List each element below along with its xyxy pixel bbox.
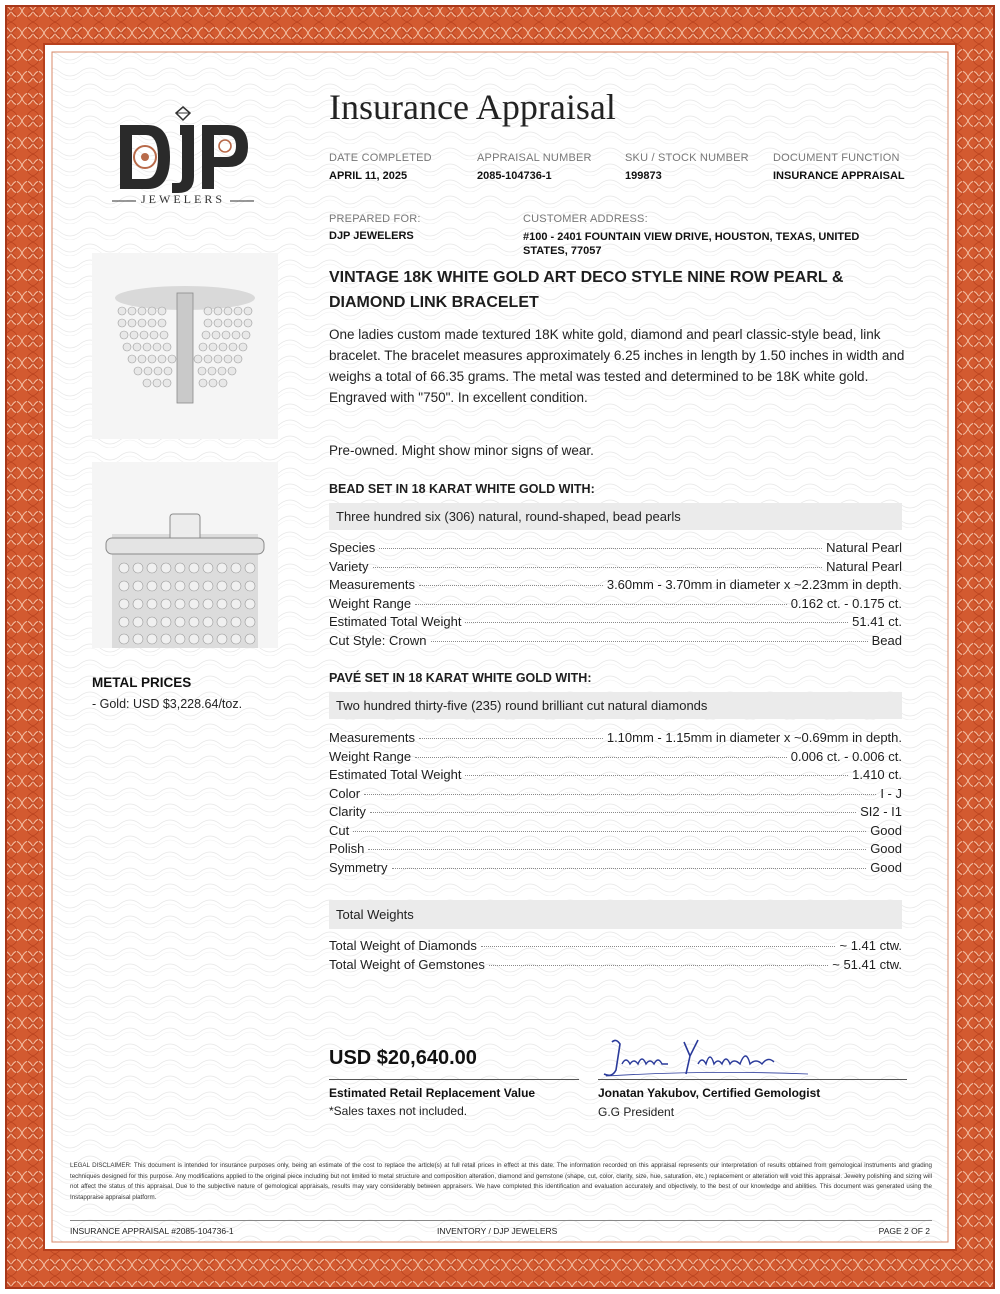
signature-image xyxy=(598,1036,818,1082)
diamond-section-heading: PAVÉ SET IN 18 KARAT WHITE GOLD WITH: xyxy=(329,671,592,685)
spec-value: Good xyxy=(870,841,902,856)
spec-key: Measurements xyxy=(329,730,415,745)
sku-label: SKU / STOCK NUMBER xyxy=(625,152,749,164)
spec-key: Symmetry xyxy=(329,859,388,875)
prepared-for-label: PREPARED FOR: xyxy=(329,213,421,225)
spec-value: Natural Pearl xyxy=(826,540,902,555)
spec-row xyxy=(329,823,902,842)
spec-value: 3.60mm - 3.70mm in diameter x ~2.23mm in depth. xyxy=(606,577,902,592)
footer-page-number: PAGE 2 OF 2 xyxy=(878,1226,930,1236)
date-completed-label: DATE COMPLETED xyxy=(329,152,432,164)
spec-key: Clarity xyxy=(329,804,366,819)
total-weights-band: Total Weights xyxy=(329,900,902,929)
appraiser-name: Jonatan Yakubov, Certified Gemologist xyxy=(598,1086,821,1100)
spec-row xyxy=(329,730,902,749)
spec-key: Total Weight of Diamonds xyxy=(329,938,477,953)
dot-leader xyxy=(489,965,828,966)
dot-leader xyxy=(379,548,822,549)
spec-row xyxy=(329,559,902,578)
spec-key: Species xyxy=(329,540,376,555)
dot-leader xyxy=(353,831,866,832)
replacement-value-price: USD $20,640.00 xyxy=(329,1047,477,1069)
spec-value: 1.10mm - 1.15mm in diameter x ~0.69mm in depth. xyxy=(606,730,902,745)
sales-tax-note: *Sales taxes not included. xyxy=(329,1104,468,1118)
document-title: Insurance Appraisal xyxy=(329,87,616,127)
replacement-value-label: Estimated Retail Replacement Value xyxy=(329,1086,536,1100)
customer-address-value: #100 - 2401 FOUNTAIN VIEW DRIVE, HOUSTON, TEXAS, UNITED STATES, 77057 xyxy=(523,231,860,257)
spec-value: Natural Pearl xyxy=(826,558,902,574)
spec-value: 0.006 ct. - 0.006 ct. xyxy=(790,748,902,764)
pearl-summary-band: Three hundred six (306) natural, round-shaped, bead pearls xyxy=(329,503,902,530)
dot-leader xyxy=(431,641,868,642)
signature-rule xyxy=(598,1079,907,1080)
spec-key: Total Weight of Gemstones xyxy=(329,956,485,972)
pearl-spec-list xyxy=(329,540,902,651)
spec-key: Cut xyxy=(329,822,350,838)
date-completed-value: APRIL 11, 2025 xyxy=(329,170,408,182)
spec-row xyxy=(329,860,902,879)
dot-leader xyxy=(419,585,603,586)
prepared-for-value: DJP JEWELERS xyxy=(329,230,414,242)
footer-appraisal-id: INSURANCE APPRAISAL #2085-104736-1 xyxy=(70,1226,234,1236)
spec-value: ~ 51.41 ctw. xyxy=(832,956,902,972)
dot-leader xyxy=(364,794,876,795)
spec-key: Cut Style: Crown xyxy=(329,632,427,648)
spec-row xyxy=(329,938,902,957)
spec-row xyxy=(329,957,902,976)
dot-leader xyxy=(465,622,848,623)
value-rule xyxy=(329,1079,579,1080)
spec-key: Weight Range xyxy=(329,595,412,611)
dot-leader xyxy=(392,868,867,869)
spec-row xyxy=(329,633,902,652)
pearl-section-heading: BEAD SET IN 18 KARAT WHITE GOLD WITH: xyxy=(329,482,595,496)
spec-value: SI2 - I1 xyxy=(860,804,902,819)
legal-disclaimer: LEGAL DISCLAIMER: This document is intended for insurance purposes only, being an estimate of the cost to replace the article(s) at full retail prices in effect at this date. The information recorded on this appraisal represents our interpretation of results obtained from gemological instruments and grading techniques designed for this purpose. Any modifications applied to the original piece including but not limited to metal structure and composition alteration, diamond and gemstone (shape, cut, color, clarity, size, hue, saturation, etc.) replacement or alteration will void this appraisal. Jewelry polishing and sizing will not affect the status of this appraisal. Due to the subjective nature of gemological appraisals, results may vary considerably between appraisers. We have completed this identification and evaluation accurately and objectively, to the best of our knowledge and abilities. This document was generated using the Instappraise appraisal platform. xyxy=(70,1162,932,1201)
dot-leader xyxy=(465,775,848,776)
item-title: VINTAGE 18K WHITE GOLD ART DECO STYLE NINE ROW PEARL & DIAMOND LINK BRACELET xyxy=(329,269,844,311)
spec-value: 1.410 ct. xyxy=(852,767,902,782)
gold-price: - Gold: USD $3,228.64/toz. xyxy=(92,697,243,711)
customer-address-label: CUSTOMER ADDRESS: xyxy=(523,213,648,225)
document-function-value: INSURANCE APPRAISAL xyxy=(773,170,905,182)
sku-value: 199873 xyxy=(625,170,662,182)
metal-prices-heading: METAL PRICES xyxy=(92,675,192,690)
spec-row xyxy=(329,804,902,823)
spec-row xyxy=(329,749,902,768)
spec-value: ~ 1.41 ctw. xyxy=(839,938,902,953)
spec-key: Color xyxy=(329,785,361,801)
appraisal-number-label: APPRAISAL NUMBER xyxy=(477,152,592,164)
spec-row xyxy=(329,540,902,559)
spec-key: Estimated Total Weight xyxy=(329,767,462,782)
spec-value: Good xyxy=(870,822,902,838)
diamond-spec-list xyxy=(329,730,902,878)
spec-row xyxy=(329,841,902,860)
document-function-label: DOCUMENT FUNCTION xyxy=(773,152,900,164)
item-condition: Pre-owned. Might show minor signs of wear. xyxy=(329,443,594,458)
spec-key: Estimated Total Weight xyxy=(329,614,462,629)
footer-rule xyxy=(70,1220,932,1221)
dot-leader xyxy=(373,567,823,568)
spec-row xyxy=(329,767,902,786)
spec-value: 0.162 ct. - 0.175 ct. xyxy=(790,595,902,611)
dot-leader xyxy=(415,757,787,758)
dot-leader xyxy=(370,812,856,813)
appraiser-title: G.G President xyxy=(598,1105,675,1119)
spec-row xyxy=(329,577,902,596)
spec-row xyxy=(329,786,902,805)
dot-leader xyxy=(481,946,836,947)
spec-key: Weight Range xyxy=(329,748,412,764)
spec-row xyxy=(329,614,902,633)
item-description: One ladies custom made textured 18K white gold, diamond and pearl classic-style bead, link bracelet. The bracelet measures approximately 6.25 inches in length by 1.50 inches in width and weighs a total of 66.35 grams. The metal was tested and determined to be 18K white gold. Engraved with "750". In excellent condition. xyxy=(329,327,905,405)
spec-value: Bead xyxy=(871,632,902,648)
spec-key: Variety xyxy=(329,558,369,574)
spec-value: Good xyxy=(870,859,902,875)
spec-value: 51.41 ct. xyxy=(852,614,902,629)
spec-value: I - J xyxy=(880,785,902,801)
dot-leader xyxy=(368,849,866,850)
spec-key: Polish xyxy=(329,841,365,856)
bracelet-photo-front xyxy=(92,253,278,439)
total-weights-list xyxy=(329,938,902,975)
dot-leader xyxy=(415,604,787,605)
bracelet-photo-clasp xyxy=(92,462,278,648)
dot-leader xyxy=(419,738,603,739)
logo-subtitle: JEWELERS xyxy=(141,192,225,206)
spec-row xyxy=(329,596,902,615)
appraisal-number-value: 2085-104736-1 xyxy=(477,170,552,182)
footer-inventory: INVENTORY / DJP JEWELERS xyxy=(437,1226,558,1236)
spec-key: Measurements xyxy=(329,577,415,592)
diamond-summary-band: Two hundred thirty-five (235) round brilliant cut natural diamonds xyxy=(329,692,902,719)
